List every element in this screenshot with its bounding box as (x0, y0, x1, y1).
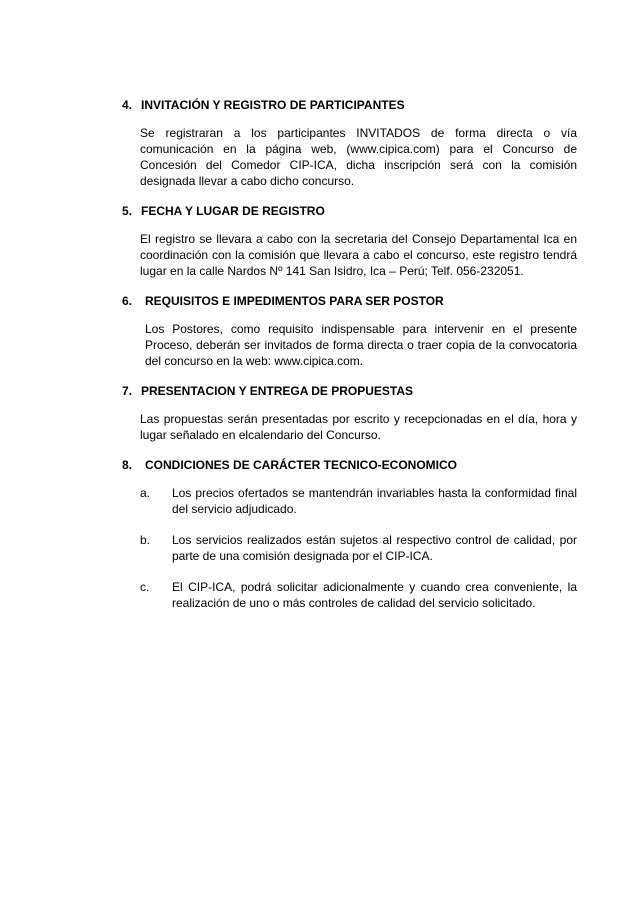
conditions-list (140, 485, 577, 611)
section-fecha-lugar (122, 204, 577, 279)
list-item (140, 579, 577, 611)
section-title: FECHA Y LUGAR DE REGISTRO (141, 204, 325, 218)
section-number: 4. (122, 98, 133, 112)
section-body: Los Postores, como requisito indispensable para intervenir en el presente Proceso, deberán ser invitados de forma directa o traer copia de la convocatoria del concurso en la web: www.cipica.com. (145, 322, 577, 368)
list-item-text: El CIP-ICA, podrá solicitar adicionalmente y cuando crea conveniente, la realización de uno o más controles de calidad del servicio solicitado. (172, 580, 577, 610)
section-invitacion (122, 98, 577, 189)
section-title: REQUISITOS E IMPEDIMENTOS PARA SER POSTOR (145, 294, 444, 308)
section-requisitos (122, 294, 577, 369)
section-heading (122, 458, 577, 473)
section-title: INVITACIÓN Y REGISTRO DE PARTICIPANTES (141, 98, 405, 112)
list-item-text: Los precios ofertados se mantendrán invariables hasta la conformidad final del servicio adjudicado. (172, 486, 577, 516)
list-item (140, 485, 577, 517)
list-marker: c. (140, 580, 150, 594)
section-heading (122, 294, 577, 309)
section-body: Las propuestas serán presentadas por escrito y recepcionadas en el día, hora y lugar señalado en elcalendario del Concurso. (140, 412, 577, 442)
section-number: 6. (122, 294, 133, 308)
section-body: Se registraran a los participantes INVITADOS de forma directa o vía comunicación en la página web, (www.cipica.com) para el Concurso de Concesión del Comedor CIP-ICA, dicha inscripción será con la comisión designada llevar a cabo dicho concurso. (140, 126, 577, 188)
section-heading (122, 204, 577, 219)
document-content (122, 98, 577, 626)
section-number: 7. (122, 384, 133, 398)
section-condiciones (122, 458, 577, 611)
section-title: PRESENTACION Y ENTREGA DE PROPUESTAS (141, 384, 414, 398)
section-presentacion (122, 384, 577, 443)
section-heading (122, 384, 577, 399)
section-number: 5. (122, 204, 133, 218)
section-number: 8. (122, 458, 133, 472)
section-body: El registro se llevara a cabo con la secretaria del Consejo Departamental Ica en coordinación con la comisión que llevara a cabo el concurso, este registro tendrá lugar en la calle Nardos Nº 141 San Isidro, Ica – Perú; Telf. 056-232051. (140, 232, 577, 278)
list-marker: a. (140, 486, 151, 500)
section-title: CONDICIONES DE CARÁCTER TECNICO-ECONOMICO (145, 458, 458, 472)
section-heading (122, 98, 577, 113)
list-item (140, 532, 577, 564)
list-item-text: Los servicios realizados están sujetos al respectivo control de calidad, por parte de una comisión designada por el CIP-ICA. (172, 533, 577, 563)
list-marker: b. (140, 533, 151, 547)
